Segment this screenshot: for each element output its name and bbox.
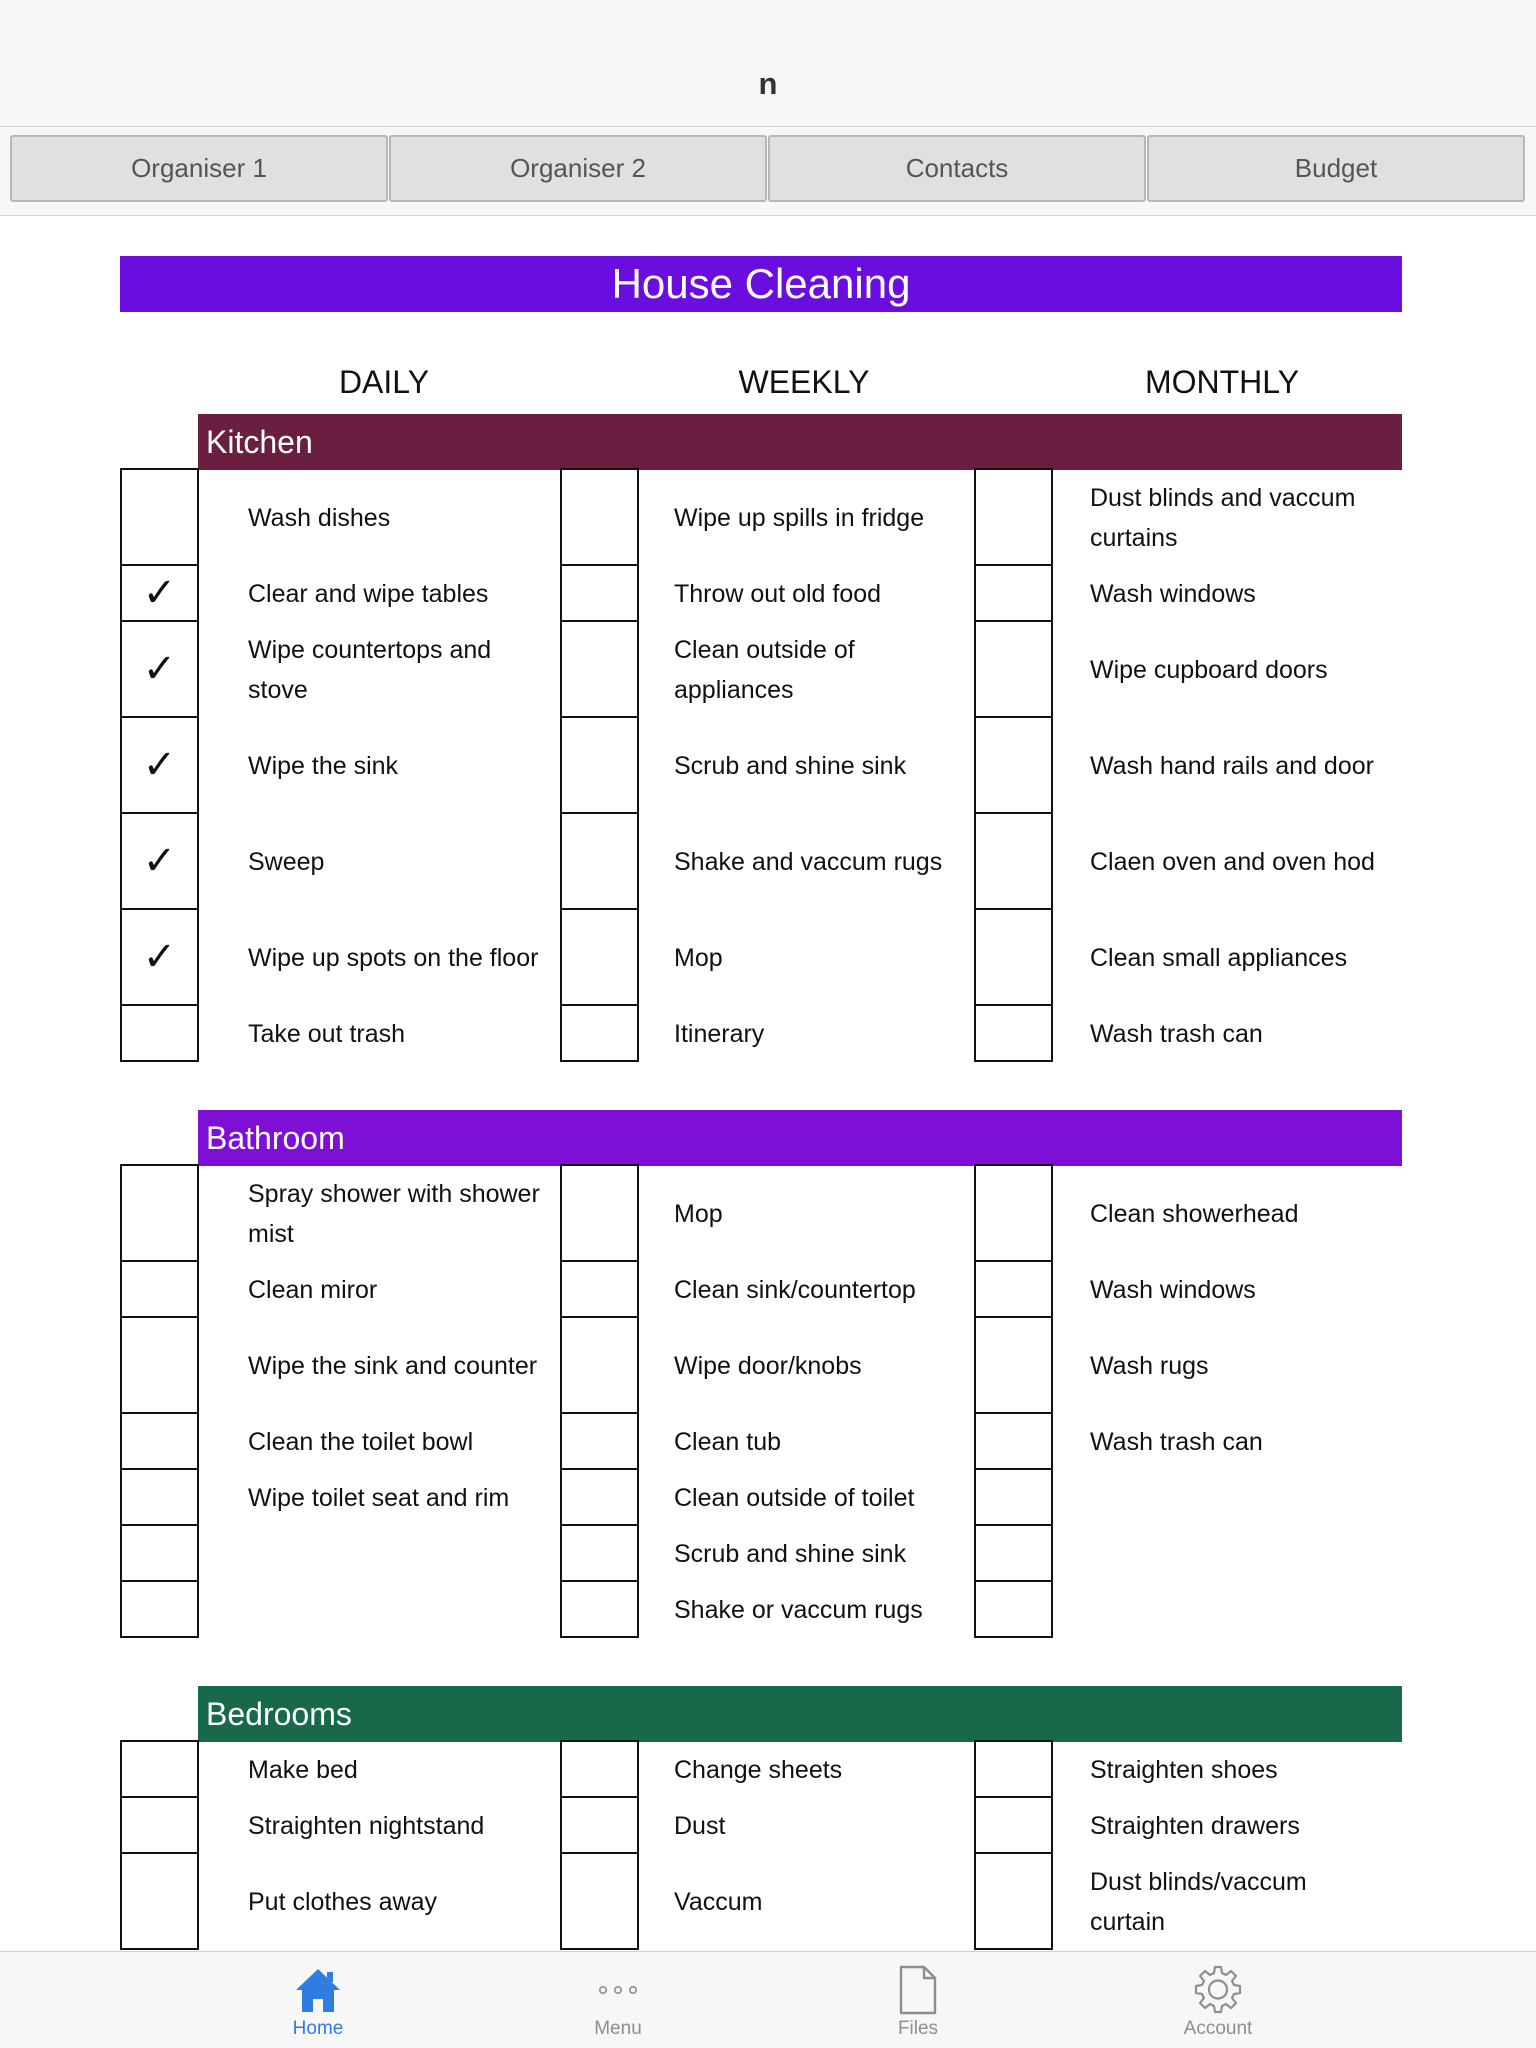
section-header-kitchen: Kitchen (198, 414, 1402, 470)
checkbox-bathroom-weekly[interactable] (560, 1580, 639, 1638)
section-header-bedrooms: Bedrooms (198, 1686, 1402, 1742)
task-bedrooms-monthly: Straighten drawers (1090, 1812, 1300, 1840)
nav-menu-label: Menu (594, 2018, 642, 2039)
task-bathroom-monthly (1090, 1470, 1380, 1526)
checkbox-bathroom-monthly[interactable] (974, 1316, 1053, 1414)
task-kitchen-weekly: Shake and vaccum rugs (674, 848, 943, 876)
task-bathroom-monthly: Wash trash can (1090, 1428, 1263, 1456)
checkbox-kitchen-daily[interactable] (120, 908, 199, 1006)
checkmark-icon: ✓ (142, 839, 177, 883)
task-bathroom-weekly: Clean sink/countertop (674, 1276, 916, 1304)
tab-organiser-2[interactable]: Organiser 2 (389, 135, 767, 202)
task-bathroom-weekly: Shake or vaccum rugs (674, 1596, 923, 1624)
task-bathroom-weekly: Scrub and shine sink (674, 1540, 907, 1568)
checkbox-bathroom-monthly[interactable] (974, 1164, 1053, 1262)
task-bathroom-monthly (1090, 1582, 1380, 1638)
task-bedrooms-daily: Make bed (248, 1756, 358, 1784)
checkbox-bedrooms-daily[interactable] (120, 1852, 199, 1950)
checkbox-bathroom-daily[interactable] (120, 1468, 199, 1526)
nav-home-label: Home (292, 2018, 344, 2039)
checkbox-kitchen-daily[interactable] (120, 468, 199, 566)
task-bathroom-monthly (1090, 1526, 1380, 1582)
gear-icon (1192, 1962, 1244, 2018)
checkbox-kitchen-monthly[interactable] (974, 620, 1053, 718)
checklist-content[interactable] (0, 217, 1536, 1951)
checkbox-bathroom-weekly[interactable] (560, 1412, 639, 1470)
task-kitchen-weekly: Scrub and shine sink (674, 752, 907, 780)
checkbox-kitchen-weekly[interactable] (560, 1004, 639, 1062)
checkbox-bathroom-daily[interactable] (120, 1580, 199, 1638)
task-bathroom-weekly: Wipe door/knobs (674, 1352, 862, 1380)
task-kitchen-weekly: Clean outside of appliances (674, 636, 855, 704)
task-kitchen-monthly: Wash hand rails and door (1090, 752, 1374, 780)
task-bathroom-weekly: Clean outside of toilet (674, 1484, 915, 1512)
task-bathroom-daily: Spray shower with shower mist (248, 1180, 540, 1248)
checkbox-bathroom-daily[interactable] (120, 1260, 199, 1318)
column-header-daily: DAILY (338, 364, 430, 400)
checkbox-kitchen-weekly[interactable] (560, 564, 639, 622)
task-kitchen-daily: Sweep (248, 848, 325, 876)
tab-budget[interactable]: Budget (1147, 135, 1525, 202)
task-bathroom-daily: Clean miror (248, 1276, 378, 1304)
task-kitchen-daily: Wipe up spots on the floor (248, 944, 539, 972)
title-bar (0, 0, 1536, 127)
tab-contacts[interactable]: Contacts (768, 135, 1146, 202)
checkbox-kitchen-daily[interactable] (120, 564, 199, 622)
tab-strip (0, 128, 1536, 216)
task-bedrooms-weekly: Change sheets (674, 1756, 843, 1784)
checkmark-icon: ✓ (142, 647, 177, 691)
checkbox-bathroom-monthly[interactable] (974, 1524, 1053, 1582)
checkmark-icon: ✓ (142, 935, 177, 979)
checkbox-kitchen-weekly[interactable] (560, 812, 639, 910)
nav-account-label: Account (1183, 2018, 1253, 2039)
task-bathroom-weekly: Mop (674, 1200, 723, 1228)
checkbox-bedrooms-monthly[interactable] (974, 1740, 1053, 1798)
nav-files-label: Files (897, 2018, 939, 2039)
task-kitchen-daily: Clear and wipe tables (248, 580, 489, 608)
file-icon (898, 1962, 938, 2018)
task-bedrooms-weekly: Vaccum (674, 1888, 763, 1916)
task-kitchen-monthly: Clean small appliances (1090, 944, 1348, 972)
section-header-bathroom: Bathroom (198, 1110, 1402, 1166)
task-kitchen-monthly: Wash trash can (1090, 1020, 1263, 1048)
checkbox-bathroom-monthly[interactable] (974, 1412, 1053, 1470)
checkbox-bedrooms-daily[interactable] (120, 1740, 199, 1798)
task-kitchen-daily: Take out trash (248, 1020, 406, 1048)
task-bathroom-monthly: Wash windows (1090, 1276, 1256, 1304)
checkbox-kitchen-monthly[interactable] (974, 1004, 1053, 1062)
page-title: n (758, 66, 778, 101)
checkbox-kitchen-monthly[interactable] (974, 468, 1053, 566)
checkbox-bathroom-weekly[interactable] (560, 1316, 639, 1414)
task-kitchen-daily: Wipe the sink (248, 752, 399, 780)
column-header-weekly: WEEKLY (738, 364, 870, 400)
task-kitchen-weekly: Mop (674, 944, 723, 972)
checkbox-kitchen-monthly[interactable] (974, 564, 1053, 622)
task-bathroom-monthly: Wash rugs (1090, 1352, 1209, 1380)
task-kitchen-monthly: Wipe cupboard doors (1090, 656, 1328, 684)
more-icon (594, 1962, 642, 2018)
checkbox-bathroom-daily[interactable] (120, 1412, 199, 1470)
checkbox-kitchen-monthly[interactable] (974, 812, 1053, 910)
task-bathroom-monthly: Clean showerhead (1090, 1200, 1299, 1228)
task-bathroom-daily: Clean the toilet bowl (248, 1428, 474, 1456)
task-bedrooms-monthly: Straighten shoes (1090, 1756, 1278, 1784)
task-bedrooms-monthly: Dust blinds/vaccum curtain (1090, 1868, 1307, 1936)
checkbox-bathroom-daily[interactable] (120, 1164, 199, 1262)
nav-account[interactable] (1118, 1952, 1318, 2048)
checkbox-kitchen-daily[interactable] (120, 716, 199, 814)
task-kitchen-weekly: Wipe up spills in fridge (674, 504, 925, 532)
task-bedrooms-daily: Straighten nightstand (248, 1812, 485, 1840)
checkbox-kitchen-weekly[interactable] (560, 620, 639, 718)
task-kitchen-weekly: Throw out old food (674, 580, 882, 608)
task-kitchen-monthly: Wash windows (1090, 580, 1256, 608)
checkbox-bedrooms-weekly[interactable] (560, 1740, 639, 1798)
checkbox-kitchen-weekly[interactable] (560, 716, 639, 814)
checkbox-bedrooms-daily[interactable] (120, 1796, 199, 1854)
checkbox-bedrooms-monthly[interactable] (974, 1852, 1053, 1950)
checkbox-bathroom-weekly[interactable] (560, 1260, 639, 1318)
task-bedrooms-weekly: Dust (674, 1812, 726, 1840)
task-bathroom-daily (248, 1582, 548, 1638)
checkbox-bathroom-daily[interactable] (120, 1524, 199, 1582)
task-bedrooms-daily: Put clothes away (248, 1888, 437, 1916)
checkbox-bedrooms-weekly[interactable] (560, 1796, 639, 1854)
checkbox-kitchen-monthly[interactable] (974, 908, 1053, 1006)
checkbox-bathroom-weekly[interactable] (560, 1468, 639, 1526)
checkbox-bathroom-monthly[interactable] (974, 1260, 1053, 1318)
checkbox-kitchen-weekly[interactable] (560, 468, 639, 566)
task-bathroom-daily: Wipe toilet seat and rim (248, 1484, 510, 1512)
task-kitchen-daily: Wipe countertops and stove (248, 636, 492, 704)
home-icon (294, 1962, 342, 2018)
task-kitchen-monthly: Claen oven and oven hod (1090, 848, 1375, 876)
task-kitchen-monthly: Dust blinds and vaccum curtains (1090, 484, 1356, 552)
checkbox-kitchen-weekly[interactable] (560, 908, 639, 1006)
task-kitchen-weekly: Itinerary (674, 1020, 765, 1048)
task-bathroom-daily: Wipe the sink and counter (248, 1352, 538, 1380)
checkmark-icon: ✓ (142, 743, 177, 787)
nav-home[interactable] (218, 1952, 418, 2048)
checkbox-bathroom-monthly[interactable] (974, 1468, 1053, 1526)
checkmark-icon: ✓ (142, 571, 177, 615)
checkbox-kitchen-monthly[interactable] (974, 716, 1053, 814)
checklist-banner: House Cleaning (120, 256, 1402, 312)
checkbox-bathroom-weekly[interactable] (560, 1524, 639, 1582)
checkbox-bathroom-daily[interactable] (120, 1316, 199, 1414)
task-bathroom-daily (248, 1526, 548, 1582)
checkbox-bedrooms-weekly[interactable] (560, 1852, 639, 1950)
nav-menu[interactable] (518, 1952, 718, 2048)
bottom-tab-bar (0, 1951, 1536, 2048)
checkbox-kitchen-daily[interactable] (120, 620, 199, 718)
checkbox-kitchen-daily[interactable] (120, 812, 199, 910)
nav-files[interactable] (818, 1952, 1018, 2048)
column-header-monthly: MONTHLY (1144, 364, 1300, 400)
checkbox-kitchen-daily[interactable] (120, 1004, 199, 1062)
checkbox-bathroom-monthly[interactable] (974, 1580, 1053, 1638)
task-bathroom-weekly: Clean tub (674, 1428, 782, 1456)
task-kitchen-daily: Wash dishes (248, 504, 391, 532)
checkbox-bedrooms-monthly[interactable] (974, 1796, 1053, 1854)
tab-organiser-1[interactable]: Organiser 1 (10, 135, 388, 202)
checkbox-bathroom-weekly[interactable] (560, 1164, 639, 1262)
